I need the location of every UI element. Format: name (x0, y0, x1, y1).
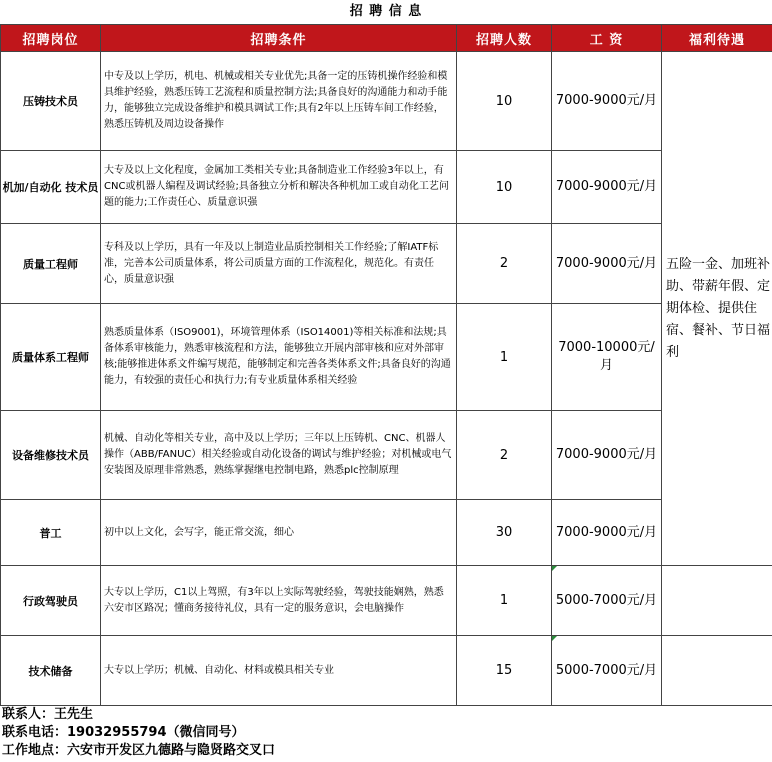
page-title: 招 聘 信 息 (349, 4, 423, 19)
job-salary: 7000-9000元/月 (552, 52, 662, 151)
job-salary: 7000-9000元/月 (552, 411, 662, 500)
job-salary: 5000-7000元/月 (552, 636, 662, 706)
job-salary: 7000-9000元/月 (552, 500, 662, 566)
header-requirements: 招聘条件 (101, 25, 457, 52)
table-row (1, 52, 772, 151)
job-position: 压铸技术员 (1, 52, 101, 151)
empty-benefits-cell (662, 636, 772, 706)
job-position: 普工 (1, 500, 101, 566)
job-position: 质量工程师 (1, 224, 101, 304)
table-row (1, 636, 772, 706)
table-header-row (1, 25, 772, 52)
header-salary: 工 资 (552, 25, 662, 52)
job-requirements: 机械、自动化等相关专业，高中及以上学历；三年以上压铸机、CNC、机器人操作（ABB/FANUC）相关经验或自动化设备的调试与维护经验；对机械或电气安装图及原理非常熟悉，熟练掌握继电控制电路，熟悉plc控制原理 (101, 411, 457, 500)
job-requirements: 大专以上学历，C1以上驾照，有3年以上实际驾驶经验，驾驶技能娴熟，熟悉六安市区路况；懂商务接待礼仪，具有一定的服务意识，会电脑操作 (101, 566, 457, 636)
job-requirements: 大专及以上文化程度，金属加工类相关专业;具备制造业工作经验3年以上，有CNC或机器人编程及调试经验;具备独立分析和解决各种机加工或自动化工艺问题的能力;工作责任心、质量意识强 (101, 151, 457, 224)
job-requirements: 专科及以上学历，具有一年及以上制造业品质控制相关工作经验;了解IATF标准，完善本公司质量体系，将公司质量方面的工作流程化，规范化。有责任心，质量意识强 (101, 224, 457, 304)
job-position: 质量体系工程师 (1, 304, 101, 411)
table-row (1, 411, 772, 500)
contact-phone: 联系电话：19032955794（微信同号） (2, 725, 245, 740)
table-row (1, 566, 772, 636)
job-salary: 7000-10000元/月 (552, 304, 662, 411)
work-address: 工作地点：六安市开发区九德路与隐贤路交叉口 (2, 743, 276, 758)
job-count: 1 (457, 304, 552, 411)
job-count: 1 (457, 566, 552, 636)
job-requirements: 熟悉质量体系（ISO9001)，环境管理体系（ISO14001)等相关标准和法规;具备体系审核能力，熟悉审核流程和方法，能够独立开展内部审核和应对外部审核;能够推进体系文件编写规范，能够制定和完善各类体系文件;具备良好的沟通能力，有较强的责任心和执行力;有专业质量体系相关经验 (101, 304, 457, 411)
job-position: 机加/自动化 技术员 (1, 151, 101, 224)
job-salary: 7000-9000元/月 (552, 151, 662, 224)
header-benefits: 福利待遇 (662, 25, 772, 52)
job-count: 2 (457, 411, 552, 500)
header-position: 招聘岗位 (1, 25, 101, 52)
job-count: 15 (457, 636, 552, 706)
table-row (1, 224, 772, 304)
table-row (1, 304, 772, 411)
job-requirements: 中专及以上学历，机电、机械或相关专业优先;具备一定的压铸机操作经验和模具维护经验，熟悉压铸工艺流程和质量控制方法;具备良好的沟通能力和动手能力，能够独立完成设备维护和模具调试工作;具有2年以上压铸车间工作经验，熟悉压铸机及周边设备操作 (101, 52, 457, 151)
job-count: 30 (457, 500, 552, 566)
job-salary: 5000-7000元/月 (552, 566, 662, 636)
job-requirements: 大专以上学历；机械、自动化、材料或模具相关专业 (101, 636, 457, 706)
job-position: 行政驾驶员 (1, 566, 101, 636)
job-position: 技术储备 (1, 636, 101, 706)
job-requirements: 初中以上文化，会写字，能正常交流，细心 (101, 500, 457, 566)
job-salary: 7000-9000元/月 (552, 224, 662, 304)
header-count: 招聘人数 (457, 25, 552, 52)
table-row (1, 151, 772, 224)
contact-person: 联系人：王先生 (2, 707, 94, 722)
job-position: 设备维修技术员 (1, 411, 101, 500)
job-count: 10 (457, 151, 552, 224)
empty-benefits-cell (662, 566, 772, 636)
recruitment-table (0, 24, 772, 706)
benefits-cell: 五险一金、加班补助、带薪年假、定期体检、提供住宿、餐补、节日福利 (662, 52, 772, 566)
job-count: 2 (457, 224, 552, 304)
table-row (1, 500, 772, 566)
job-count: 10 (457, 52, 552, 151)
